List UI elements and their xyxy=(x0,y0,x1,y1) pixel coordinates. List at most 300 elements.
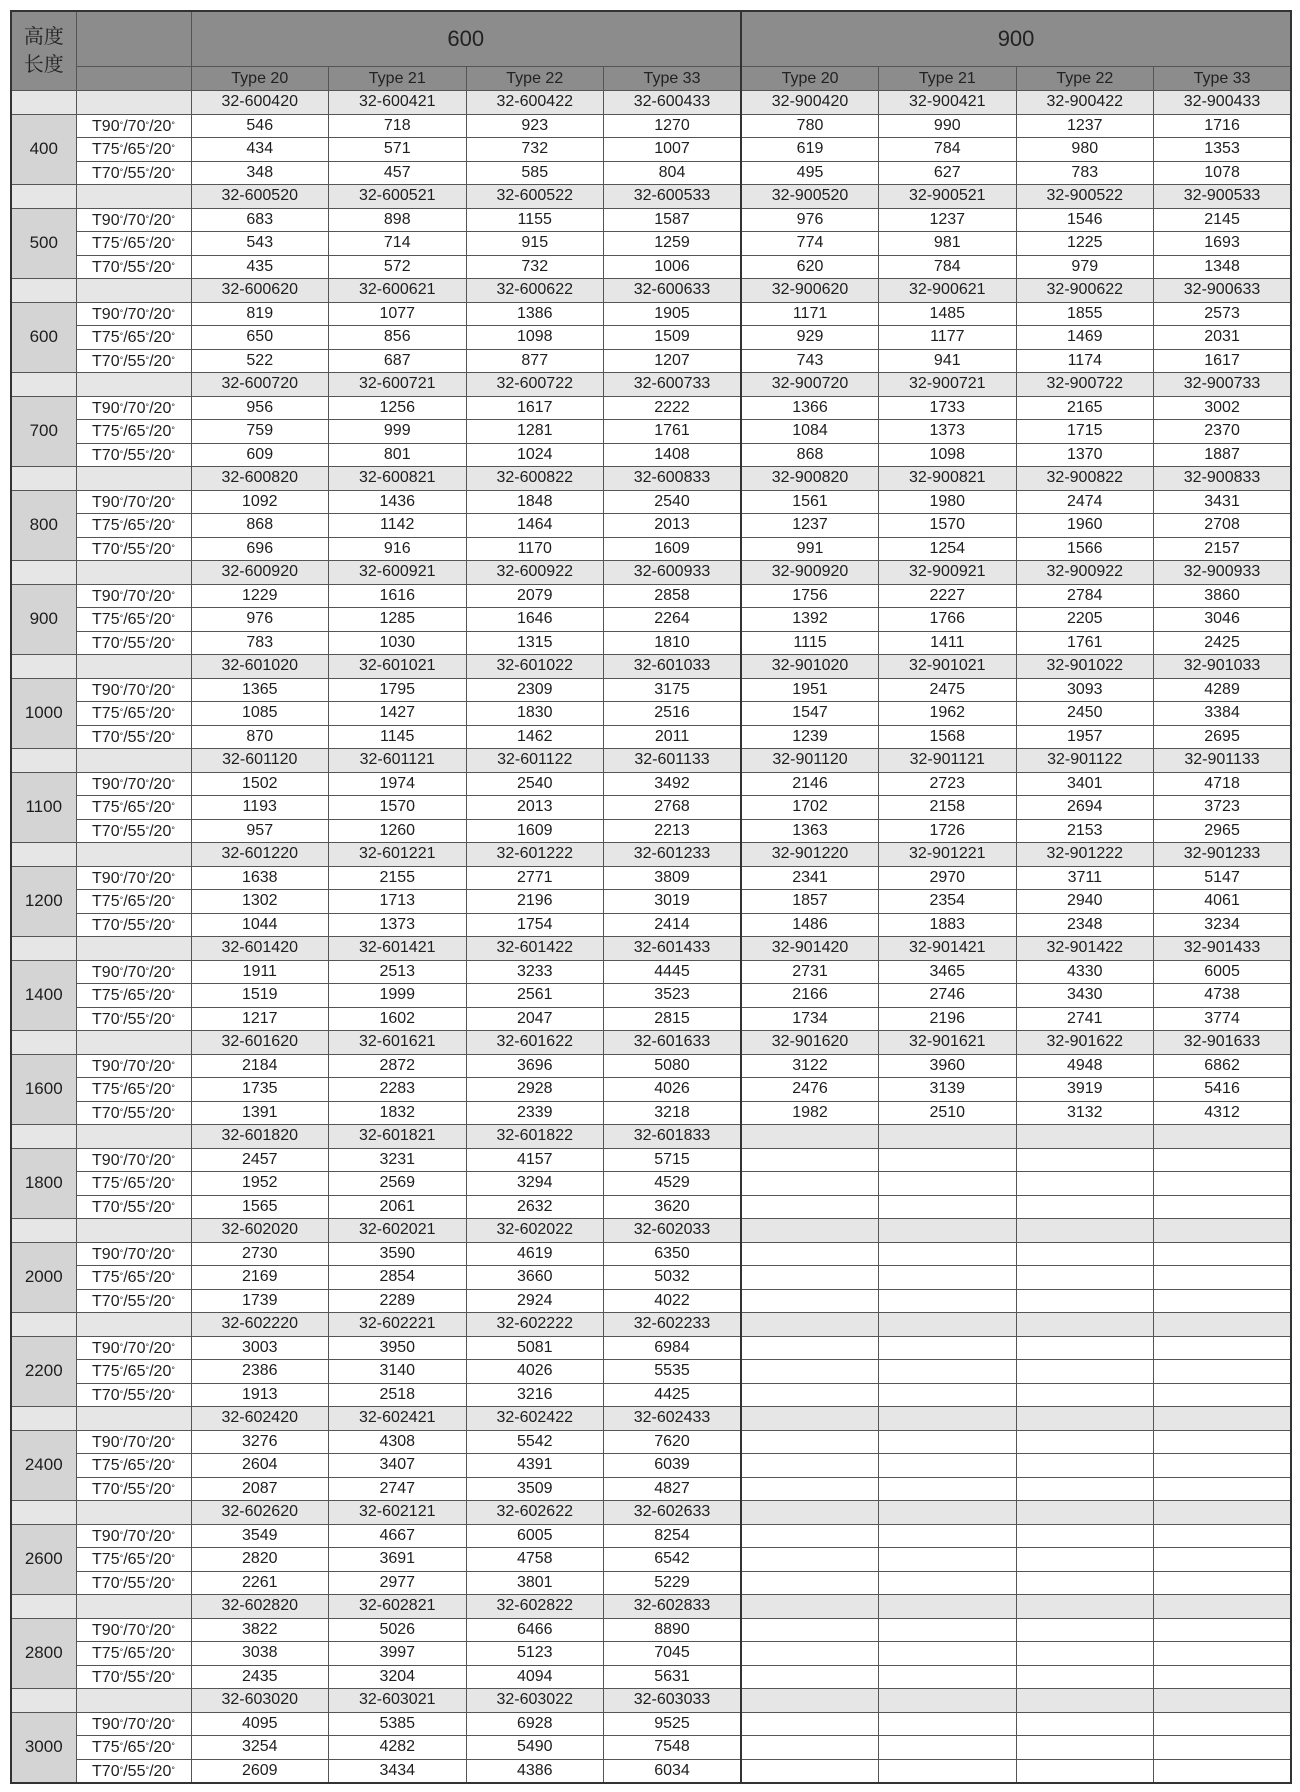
output-value-cell: 3132 xyxy=(1016,1101,1154,1125)
model-number-cell: 32-601620 xyxy=(191,1031,329,1055)
output-value-cell xyxy=(1154,1618,1292,1642)
temperature-condition-cell: T70°/55°/20° xyxy=(76,443,191,467)
model-number-cell: 32-600733 xyxy=(604,373,742,397)
output-value-cell: 1044 xyxy=(191,913,329,937)
data-row xyxy=(11,1007,1291,1031)
output-value-cell xyxy=(879,1266,1017,1290)
output-value-cell: 1733 xyxy=(879,396,1017,420)
model-number-cell: 32-601220 xyxy=(191,843,329,867)
output-value-cell: 3950 xyxy=(329,1336,467,1360)
output-value-cell: 801 xyxy=(329,443,467,467)
output-value-cell xyxy=(1016,1736,1154,1760)
temperature-condition-cell: T70°/55°/20° xyxy=(76,1383,191,1407)
model-number-cell xyxy=(1016,1501,1154,1525)
output-value-cell: 3384 xyxy=(1154,702,1292,726)
output-value-cell: 1315 xyxy=(466,631,604,655)
output-value-cell: 1761 xyxy=(1016,631,1154,655)
output-value-cell: 3231 xyxy=(329,1148,467,1172)
output-value-cell: 1366 xyxy=(741,396,879,420)
output-value-cell: 981 xyxy=(879,232,1017,256)
output-value-cell: 868 xyxy=(191,514,329,538)
output-value-cell: 1260 xyxy=(329,819,467,843)
temperature-condition-cell: T75°/65°/20° xyxy=(76,796,191,820)
model-number-cell: 32-602421 xyxy=(329,1407,467,1431)
length-group-cell: 500 xyxy=(11,208,76,279)
output-value-cell: 3140 xyxy=(329,1360,467,1384)
output-value-cell: 3997 xyxy=(329,1642,467,1666)
output-value-cell xyxy=(1016,1360,1154,1384)
model-number-cell: 32-901021 xyxy=(879,655,1017,679)
output-value-cell: 1855 xyxy=(1016,302,1154,326)
output-value-cell: 1281 xyxy=(466,420,604,444)
output-value-cell: 2569 xyxy=(329,1172,467,1196)
output-value-cell: 1713 xyxy=(329,890,467,914)
output-value-cell: 1365 xyxy=(191,678,329,702)
model-number-cell: 32-602221 xyxy=(329,1313,467,1337)
model-row-blank xyxy=(11,1689,76,1713)
length-group-cell: 3000 xyxy=(11,1712,76,1783)
model-number-cell: 32-900922 xyxy=(1016,561,1154,585)
output-value-cell xyxy=(879,1360,1017,1384)
output-value-cell: 3233 xyxy=(466,960,604,984)
data-row xyxy=(11,1524,1291,1548)
data-row xyxy=(11,960,1291,984)
output-value-cell: 1237 xyxy=(1016,114,1154,138)
model-number-cell: 32-900921 xyxy=(879,561,1017,585)
output-value-cell: 2157 xyxy=(1154,537,1292,561)
output-value-cell: 4095 xyxy=(191,1712,329,1736)
temperature-condition-cell: T90°/70°/20° xyxy=(76,1336,191,1360)
output-value-cell xyxy=(879,1759,1017,1783)
output-value-cell: 495 xyxy=(741,161,879,185)
corner-height-label: 高度 xyxy=(23,26,64,48)
output-value-cell xyxy=(1154,1454,1292,1478)
output-value-cell: 990 xyxy=(879,114,1017,138)
output-value-cell: 696 xyxy=(191,537,329,561)
model-number-cell: 32-901233 xyxy=(1154,843,1292,867)
output-value-cell: 929 xyxy=(741,326,879,350)
output-value-cell xyxy=(741,1454,879,1478)
length-group-cell: 2000 xyxy=(11,1242,76,1313)
output-value-cell: 2155 xyxy=(329,866,467,890)
output-value-cell: 3254 xyxy=(191,1736,329,1760)
output-value-cell: 4758 xyxy=(466,1548,604,1572)
output-value-cell: 2165 xyxy=(1016,396,1154,420)
model-number-cell: 32-601422 xyxy=(466,937,604,961)
output-value-cell xyxy=(741,1524,879,1548)
model-number-cell: 32-600420 xyxy=(191,91,329,115)
output-value-cell: 783 xyxy=(191,631,329,655)
output-value-cell xyxy=(1154,1712,1292,1736)
data-row xyxy=(11,1336,1291,1360)
output-value-cell xyxy=(1154,1477,1292,1501)
model-number-cell: 32-900733 xyxy=(1154,373,1292,397)
output-value-cell: 3234 xyxy=(1154,913,1292,937)
output-value-cell: 1436 xyxy=(329,490,467,514)
output-value-cell: 1570 xyxy=(329,796,467,820)
model-number-cell: 32-900422 xyxy=(1016,91,1154,115)
data-row xyxy=(11,1712,1291,1736)
output-value-cell: 856 xyxy=(329,326,467,350)
model-number-cell: 32-601820 xyxy=(191,1125,329,1149)
model-number-cell: 32-601122 xyxy=(466,749,604,773)
temperature-condition-cell: T90°/70°/20° xyxy=(76,208,191,232)
output-value-cell xyxy=(879,1665,1017,1689)
output-value-cell xyxy=(1016,1148,1154,1172)
length-group-cell: 1000 xyxy=(11,678,76,749)
output-value-cell: 2061 xyxy=(329,1195,467,1219)
output-value-cell: 1239 xyxy=(741,725,879,749)
output-value-cell: 5490 xyxy=(466,1736,604,1760)
output-value-cell: 1485 xyxy=(879,302,1017,326)
temperature-condition-cell: T70°/55°/20° xyxy=(76,161,191,185)
model-row xyxy=(11,1313,1291,1337)
output-value-cell: 3774 xyxy=(1154,1007,1292,1031)
output-value-cell xyxy=(741,1148,879,1172)
output-value-cell: 6005 xyxy=(466,1524,604,1548)
model-number-cell: 32-900720 xyxy=(741,373,879,397)
output-value-cell xyxy=(741,1736,879,1760)
model-number-cell: 32-600721 xyxy=(329,373,467,397)
output-value-cell: 2153 xyxy=(1016,819,1154,843)
output-value-cell: 5631 xyxy=(604,1665,742,1689)
output-value-cell: 2746 xyxy=(879,984,1017,1008)
output-value-cell: 2747 xyxy=(329,1477,467,1501)
output-value-cell: 4948 xyxy=(1016,1054,1154,1078)
data-row xyxy=(11,819,1291,843)
output-value-cell: 2474 xyxy=(1016,490,1154,514)
data-row xyxy=(11,349,1291,373)
model-number-cell xyxy=(1016,1689,1154,1713)
output-value-cell: 1982 xyxy=(741,1101,879,1125)
output-value-cell: 2047 xyxy=(466,1007,604,1031)
model-number-cell: 32-602022 xyxy=(466,1219,604,1243)
model-number-cell xyxy=(1154,1595,1292,1619)
output-value-cell xyxy=(741,1759,879,1783)
model-row-blank xyxy=(11,373,76,397)
output-value-cell: 3549 xyxy=(191,1524,329,1548)
output-value-cell: 1617 xyxy=(466,396,604,420)
model-number-cell: 32-901133 xyxy=(1154,749,1292,773)
model-number-cell: 32-601133 xyxy=(604,749,742,773)
output-value-cell: 3723 xyxy=(1154,796,1292,820)
output-value-cell: 1795 xyxy=(329,678,467,702)
output-value-cell: 1693 xyxy=(1154,232,1292,256)
output-value-cell: 1115 xyxy=(741,631,879,655)
output-value-cell: 4308 xyxy=(329,1430,467,1454)
output-value-cell: 1715 xyxy=(1016,420,1154,444)
output-value-cell: 1193 xyxy=(191,796,329,820)
output-value-cell: 3139 xyxy=(879,1078,1017,1102)
model-number-cell: 32-900820 xyxy=(741,467,879,491)
output-value-cell: 2425 xyxy=(1154,631,1292,655)
model-number-cell: 32-601233 xyxy=(604,843,742,867)
output-value-cell: 3960 xyxy=(879,1054,1017,1078)
model-number-cell: 32-901420 xyxy=(741,937,879,961)
output-value-cell xyxy=(1154,1289,1292,1313)
model-row-blank xyxy=(11,1501,76,1525)
output-value-cell: 1098 xyxy=(879,443,1017,467)
output-value-cell: 1509 xyxy=(604,326,742,350)
model-number-cell: 32-600933 xyxy=(604,561,742,585)
output-value-cell: 6350 xyxy=(604,1242,742,1266)
length-group-cell: 700 xyxy=(11,396,76,467)
output-value-cell: 1716 xyxy=(1154,114,1292,138)
output-value-cell: 1810 xyxy=(604,631,742,655)
data-row xyxy=(11,1101,1291,1125)
output-value-cell xyxy=(1016,1571,1154,1595)
output-value-cell: 3465 xyxy=(879,960,1017,984)
output-value-cell xyxy=(741,1360,879,1384)
model-row xyxy=(11,373,1291,397)
output-value-cell: 2475 xyxy=(879,678,1017,702)
temperature-condition-cell: T70°/55°/20° xyxy=(76,1759,191,1783)
model-row-blank xyxy=(11,279,76,303)
output-value-cell: 1547 xyxy=(741,702,879,726)
output-value-cell: 1568 xyxy=(879,725,1017,749)
output-value-cell: 4391 xyxy=(466,1454,604,1478)
type-header: Type 21 xyxy=(879,67,1017,91)
temperature-condition-cell: T70°/55°/20° xyxy=(76,1289,191,1313)
temperature-condition-cell: T75°/65°/20° xyxy=(76,1078,191,1102)
temperature-condition-cell: T90°/70°/20° xyxy=(76,302,191,326)
output-value-cell xyxy=(1016,1524,1154,1548)
model-row-blank xyxy=(11,655,76,679)
output-value-cell: 2609 xyxy=(191,1759,329,1783)
model-row-blank xyxy=(76,749,191,773)
data-row xyxy=(11,1665,1291,1689)
output-value-cell xyxy=(879,1736,1017,1760)
model-number-cell: 32-602220 xyxy=(191,1313,329,1337)
data-row xyxy=(11,890,1291,914)
data-row xyxy=(11,514,1291,538)
model-number-cell: 32-900920 xyxy=(741,561,879,585)
output-value-cell: 1171 xyxy=(741,302,879,326)
output-value-cell: 4330 xyxy=(1016,960,1154,984)
output-value-cell: 627 xyxy=(879,161,1017,185)
model-row-blank xyxy=(76,373,191,397)
output-value-cell: 1980 xyxy=(879,490,1017,514)
output-value-cell: 2196 xyxy=(879,1007,1017,1031)
output-value-cell: 1702 xyxy=(741,796,879,820)
output-value-cell xyxy=(1016,1266,1154,1290)
model-number-cell xyxy=(1016,1219,1154,1243)
length-group-cell: 2400 xyxy=(11,1430,76,1501)
output-value-cell: 2510 xyxy=(879,1101,1017,1125)
output-value-cell: 2222 xyxy=(604,396,742,420)
model-row xyxy=(11,467,1291,491)
output-value-cell: 1602 xyxy=(329,1007,467,1031)
output-value-cell: 4026 xyxy=(466,1360,604,1384)
data-row xyxy=(11,1195,1291,1219)
output-value-cell: 522 xyxy=(191,349,329,373)
output-value-cell: 2011 xyxy=(604,725,742,749)
output-value-cell: 1486 xyxy=(741,913,879,937)
output-value-cell: 7045 xyxy=(604,1642,742,1666)
data-row xyxy=(11,1242,1291,1266)
output-value-cell xyxy=(741,1383,879,1407)
output-value-cell: 3046 xyxy=(1154,608,1292,632)
model-number-cell: 32-600720 xyxy=(191,373,329,397)
output-value-cell: 1024 xyxy=(466,443,604,467)
data-row xyxy=(11,326,1291,350)
output-value-cell: 2435 xyxy=(191,1665,329,1689)
output-value-cell: 2730 xyxy=(191,1242,329,1266)
length-group-cell: 2800 xyxy=(11,1618,76,1689)
output-value-cell: 2708 xyxy=(1154,514,1292,538)
output-value-cell: 1237 xyxy=(741,514,879,538)
output-value-cell: 4529 xyxy=(604,1172,742,1196)
output-value-cell: 546 xyxy=(191,114,329,138)
model-number-cell xyxy=(741,1689,879,1713)
temperature-condition-cell: T90°/70°/20° xyxy=(76,866,191,890)
model-number-cell: 32-600722 xyxy=(466,373,604,397)
output-value-cell: 1952 xyxy=(191,1172,329,1196)
output-value-cell: 868 xyxy=(741,443,879,467)
model-number-cell: 32-901633 xyxy=(1154,1031,1292,1055)
model-number-cell: 32-901620 xyxy=(741,1031,879,1055)
model-number-cell: 32-900421 xyxy=(879,91,1017,115)
output-value-cell: 2476 xyxy=(741,1078,879,1102)
output-value-cell: 609 xyxy=(191,443,329,467)
output-value-cell: 4619 xyxy=(466,1242,604,1266)
model-row xyxy=(11,655,1291,679)
output-value-cell: 6984 xyxy=(604,1336,742,1360)
output-value-cell xyxy=(1016,1642,1154,1666)
model-number-cell xyxy=(741,1219,879,1243)
output-value-cell: 1951 xyxy=(741,678,879,702)
output-value-cell: 1638 xyxy=(191,866,329,890)
output-value-cell xyxy=(879,1571,1017,1595)
model-number-cell: 32-602033 xyxy=(604,1219,742,1243)
output-value-cell xyxy=(1154,1195,1292,1219)
model-number-cell xyxy=(1154,1501,1292,1525)
output-value-cell: 3434 xyxy=(329,1759,467,1783)
model-number-cell: 32-601022 xyxy=(466,655,604,679)
type-header: Type 22 xyxy=(1016,67,1154,91)
output-value-cell: 3294 xyxy=(466,1172,604,1196)
model-number-cell xyxy=(1154,1219,1292,1243)
model-number-cell: 32-900833 xyxy=(1154,467,1292,491)
output-value-cell: 4445 xyxy=(604,960,742,984)
output-value-cell: 1270 xyxy=(604,114,742,138)
output-value-cell xyxy=(1016,1195,1154,1219)
temperature-condition-cell: T70°/55°/20° xyxy=(76,1101,191,1125)
model-number-cell: 32-601221 xyxy=(329,843,467,867)
data-row xyxy=(11,537,1291,561)
output-value-cell: 3809 xyxy=(604,866,742,890)
output-value-cell: 1363 xyxy=(741,819,879,843)
output-value-cell: 1285 xyxy=(329,608,467,632)
model-number-cell: 32-601821 xyxy=(329,1125,467,1149)
model-row-blank xyxy=(76,1313,191,1337)
model-number-cell xyxy=(1016,1125,1154,1149)
model-number-cell: 32-900633 xyxy=(1154,279,1292,303)
output-value-cell: 1502 xyxy=(191,772,329,796)
model-number-cell: 32-901421 xyxy=(879,937,1017,961)
output-value-cell: 3003 xyxy=(191,1336,329,1360)
model-row-blank xyxy=(76,561,191,585)
output-value-cell: 3711 xyxy=(1016,866,1154,890)
model-number-cell: 32-901220 xyxy=(741,843,879,867)
output-value-cell: 7620 xyxy=(604,1430,742,1454)
output-value-cell: 3660 xyxy=(466,1266,604,1290)
output-value-cell: 585 xyxy=(466,161,604,185)
output-value-cell: 4061 xyxy=(1154,890,1292,914)
output-value-cell xyxy=(741,1712,879,1736)
output-value-cell: 543 xyxy=(191,232,329,256)
model-row xyxy=(11,185,1291,209)
output-value-cell: 1761 xyxy=(604,420,742,444)
output-value-cell xyxy=(879,1383,1017,1407)
model-row-blank xyxy=(76,185,191,209)
model-row-blank xyxy=(76,1125,191,1149)
output-value-cell: 1561 xyxy=(741,490,879,514)
output-value-cell: 6466 xyxy=(466,1618,604,1642)
output-value-cell: 435 xyxy=(191,255,329,279)
type-header: Type 22 xyxy=(466,67,604,91)
temperature-condition-cell: T90°/70°/20° xyxy=(76,1712,191,1736)
model-number-cell: 32-601121 xyxy=(329,749,467,773)
temperature-condition-cell: T70°/55°/20° xyxy=(76,1571,191,1595)
output-value-cell: 3218 xyxy=(604,1101,742,1125)
output-value-cell: 2158 xyxy=(879,796,1017,820)
output-value-cell xyxy=(879,1242,1017,1266)
output-value-cell: 5081 xyxy=(466,1336,604,1360)
model-row-blank xyxy=(11,1595,76,1619)
model-number-cell: 32-900622 xyxy=(1016,279,1154,303)
output-value-cell: 1411 xyxy=(879,631,1017,655)
output-value-cell: 4718 xyxy=(1154,772,1292,796)
output-value-cell: 7548 xyxy=(604,1736,742,1760)
output-value-cell: 774 xyxy=(741,232,879,256)
output-value-cell: 6034 xyxy=(604,1759,742,1783)
output-value-cell xyxy=(1016,1759,1154,1783)
output-value-cell: 620 xyxy=(741,255,879,279)
data-row xyxy=(11,161,1291,185)
model-number-cell: 32-901422 xyxy=(1016,937,1154,961)
output-value-cell: 1962 xyxy=(879,702,1017,726)
output-value-cell: 5080 xyxy=(604,1054,742,1078)
output-value-cell: 991 xyxy=(741,537,879,561)
output-value-cell xyxy=(1016,1172,1154,1196)
output-value-cell: 1905 xyxy=(604,302,742,326)
output-value-cell: 1830 xyxy=(466,702,604,726)
output-value-cell: 1348 xyxy=(1154,255,1292,279)
output-value-cell xyxy=(879,1524,1017,1548)
output-value-cell xyxy=(1016,1383,1154,1407)
data-row xyxy=(11,232,1291,256)
output-value-cell: 714 xyxy=(329,232,467,256)
output-value-cell: 2339 xyxy=(466,1101,604,1125)
output-value-cell: 1391 xyxy=(191,1101,329,1125)
model-number-cell: 32-602820 xyxy=(191,1595,329,1619)
output-value-cell: 976 xyxy=(191,608,329,632)
model-row-blank xyxy=(11,937,76,961)
data-row xyxy=(11,984,1291,1008)
model-number-cell: 32-900621 xyxy=(879,279,1017,303)
output-value-cell xyxy=(1154,1571,1292,1595)
output-value-cell xyxy=(741,1336,879,1360)
output-value-cell: 1464 xyxy=(466,514,604,538)
output-value-cell: 2694 xyxy=(1016,796,1154,820)
model-row xyxy=(11,749,1291,773)
model-number-cell xyxy=(1154,1125,1292,1149)
output-value-cell: 2854 xyxy=(329,1266,467,1290)
model-number-cell: 32-600533 xyxy=(604,185,742,209)
group-header-600: 600 xyxy=(191,11,741,67)
model-number-cell: 32-602121 xyxy=(329,1501,467,1525)
